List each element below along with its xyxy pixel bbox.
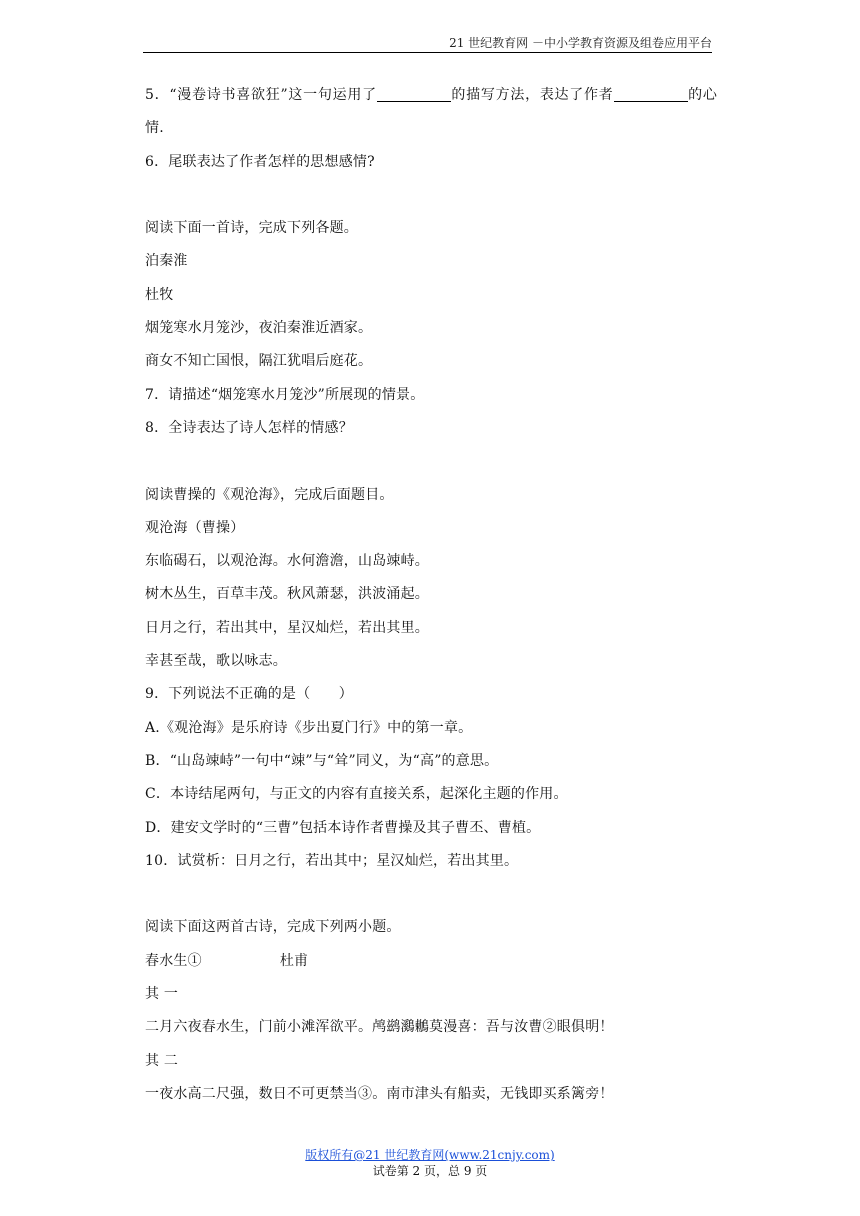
- question-9: 9．下列说法不正确的是（ ）: [145, 686, 353, 703]
- copyright-link[interactable]: 版权所有@21 世纪教育网(www.21cnjy.com): [305, 1148, 555, 1162]
- poem-line: 日月之行，若出其中，星汉灿烂，若出其里。: [145, 619, 429, 636]
- option-d: D．建安文学时的“三曹”包括本诗作者曹操及其子曹丕、曹植。: [145, 819, 541, 836]
- option-a: A.《观沧海》是乐府诗《步出夏门行》中的第一章。: [145, 719, 473, 736]
- q5-text-2: 的描写方法，表达了作者: [450, 87, 614, 103]
- page-number: 试卷第 2 页，总 9 页: [372, 1164, 488, 1178]
- header-text: 21 世纪教育网 －中小学教育资源及组卷应用平台: [449, 36, 712, 50]
- option-b: B．“山岛竦峙”一句中“竦”与“耸”同义，为“高”的意思。: [145, 752, 499, 769]
- answer-blank-1: [377, 87, 451, 102]
- poem-title: 泊秦淮: [145, 253, 188, 270]
- poem-title: 观沧海（曹操）: [145, 519, 245, 536]
- section-3-intro: 阅读曹操的《观沧海》，完成后面题目。: [145, 486, 394, 503]
- poem-1-label: 其 一: [145, 986, 179, 1003]
- page-footer: [0, 1147, 860, 1179]
- poem-line: 一夜水高二尺强，数日不可更禁当③。南市津头有船卖，无钱即买系篱旁！: [145, 1085, 614, 1102]
- question-8: 8．全诗表达了诗人怎样的情感？: [145, 419, 353, 436]
- section-4-intro: 阅读下面这两首古诗，完成下列两小题。: [145, 919, 401, 936]
- poem-2-label: 其 二: [145, 1052, 179, 1069]
- q5-text-1: 5．“漫卷诗书喜欲狂”这一句运用了: [145, 87, 377, 103]
- poem-line: 商女不知亡国恨，隔江犹唱后庭花。: [145, 353, 373, 370]
- poem-line: 烟笼寒水月笼沙，夜泊秦淮近酒家。: [145, 320, 373, 337]
- poem-author: 杜牧: [145, 286, 174, 303]
- poem-title: 春水生①: [145, 952, 202, 969]
- poem-line: 树木丛生，百草丰茂。秋风萧瑟，洪波涌起。: [145, 586, 429, 603]
- poem-line: 二月六夜春水生，门前小滩浑欲平。鸬鹚鸂鶒莫漫喜：吾与汝曹②眼俱明！: [145, 1019, 614, 1036]
- poem-line: 东临碣石，以观沧海。水何澹澹，山岛竦峙。: [145, 553, 429, 570]
- section-2-intro: 阅读下面一首诗，完成下列各题。: [145, 220, 358, 237]
- poem-line: 幸甚至哉，歌以咏志。: [145, 653, 287, 670]
- option-c: C．本诗结尾两句，与正文的内容有直接关系，起深化主题的作用。: [145, 786, 568, 803]
- answer-blank-2: [614, 87, 688, 102]
- question-6: 6．尾联表达了作者怎样的思想感情?: [145, 153, 375, 170]
- poem-title-author: [145, 945, 717, 978]
- question-10: 10．试赏析：日月之行，若出其中；星汉灿烂，若出其里。: [145, 852, 519, 869]
- question-5: [145, 79, 717, 146]
- page-header: [143, 36, 712, 53]
- document-body: [145, 79, 717, 1111]
- poem-author: 杜甫: [279, 952, 309, 969]
- question-7: 7．请描述“烟笼寒水月笼沙”所展现的情景。: [145, 386, 425, 403]
- q5-text-3: 的心情.: [145, 87, 718, 137]
